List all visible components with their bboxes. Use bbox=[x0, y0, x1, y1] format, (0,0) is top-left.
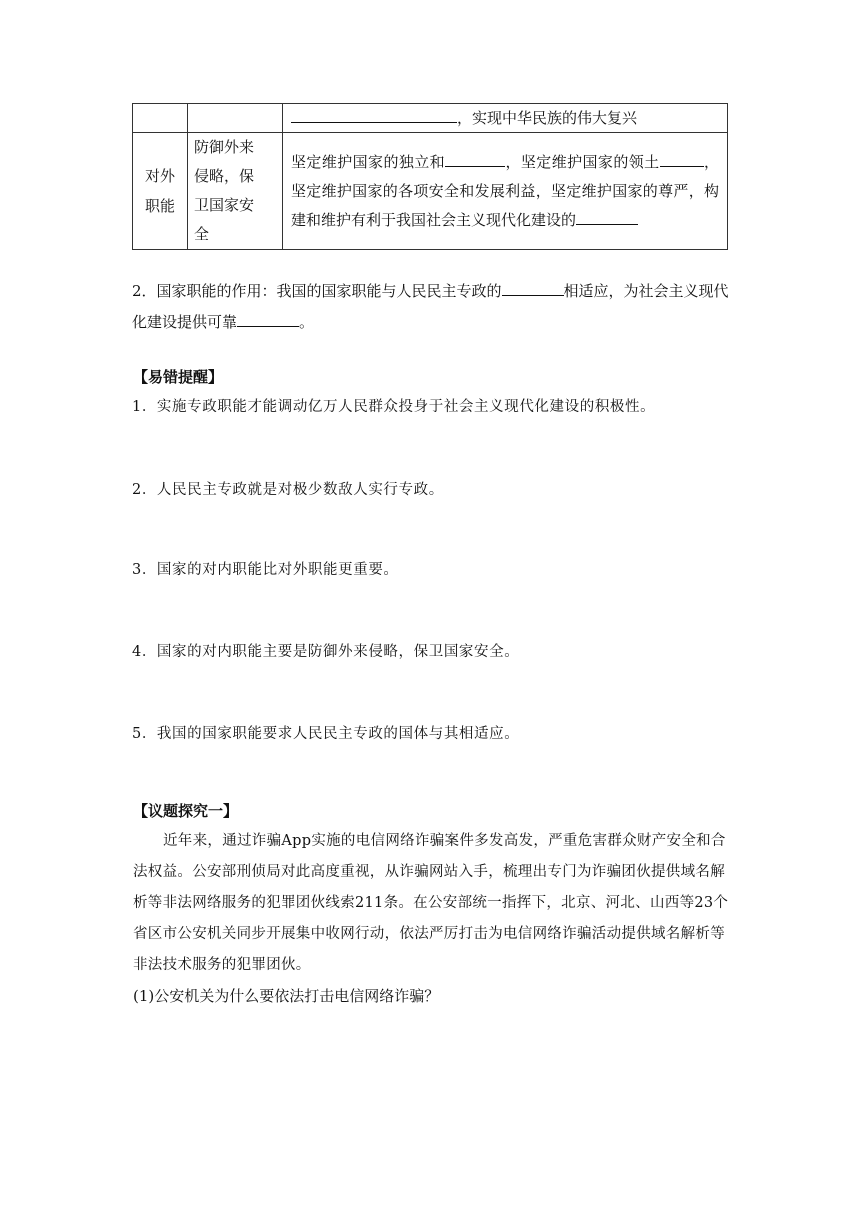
table-row bbox=[133, 104, 728, 133]
table-cell-content bbox=[188, 104, 283, 133]
table-row bbox=[133, 133, 728, 250]
fill-blank[interactable] bbox=[660, 150, 704, 167]
fill-blank[interactable] bbox=[445, 150, 505, 167]
fill-blank[interactable] bbox=[237, 310, 299, 327]
reminder-item: 2．人民民主专政就是对极少数敌人实行专政。 bbox=[132, 482, 444, 498]
reminder-item: 1．实施专政职能才能调动亿万人民群众投身于社会主义现代化建设的积极性。 bbox=[132, 399, 656, 415]
table-cell-category bbox=[133, 133, 188, 250]
state-functions-table bbox=[132, 103, 728, 250]
table-cell-content bbox=[188, 133, 283, 250]
reminder-item: 3．国家的对内职能比对外职能更重要。 bbox=[132, 562, 399, 578]
reminder-item: 5．我国的国家职能要求人民民主专政的国体与其相适应。 bbox=[132, 726, 520, 742]
table-cell-task bbox=[283, 133, 728, 250]
reminder-item: 4．国家的对内职能主要是防御外来侵略，保卫国家安全。 bbox=[132, 644, 520, 660]
cell-text: ，实现中华民族的伟大复兴 bbox=[457, 108, 638, 127]
inquiry-heading: 【议题探究一】 bbox=[133, 802, 239, 820]
category-label: 对外职能 bbox=[144, 167, 175, 215]
inquiry-question: (1)公安机关为什么要依法打击电信网络诈骗？ bbox=[133, 987, 440, 1005]
task-text: 坚定维护国家的独立和 ，坚定维护国家的领土 ，坚定维护国家的各项安全和发展利益，坚定维护国家的尊严，构建和维护有利于我国社会主义现代化建设的 bbox=[291, 148, 719, 235]
content-label: 防御外来侵略，保卫国家安全 bbox=[194, 138, 255, 243]
table-cell-category bbox=[133, 104, 188, 133]
fill-blank[interactable] bbox=[291, 106, 457, 123]
fill-blank[interactable] bbox=[576, 208, 638, 225]
table-cell-task bbox=[283, 104, 728, 133]
reminder-heading: 【易错提醒】 bbox=[133, 368, 224, 386]
state-function-role: 2．国家职能的作用：我国的国家职能与人民民主专政的 相适应，为社会主义现代化建设提供可靠 。 bbox=[132, 276, 732, 338]
fill-blank[interactable] bbox=[502, 279, 564, 296]
inquiry-paragraph: 近年来，通过诈骗App实施的电信网络诈骗案件多发高发，严重危害群众财产安全和合法权益。公安部刑侦局对此高度重视，从诈骗网站入手，梳理出专门为诈骗团伙提供域名解析等非法网络服务的犯罪团伙线索211条。在公安部统一指挥下，北京、河北、山西等23个省区市公安机关同步开展集中收网行动，依法严厉打击为电信网络诈骗活动提供域名解析等非法技术服务的犯罪团伙。 bbox=[133, 833, 729, 973]
